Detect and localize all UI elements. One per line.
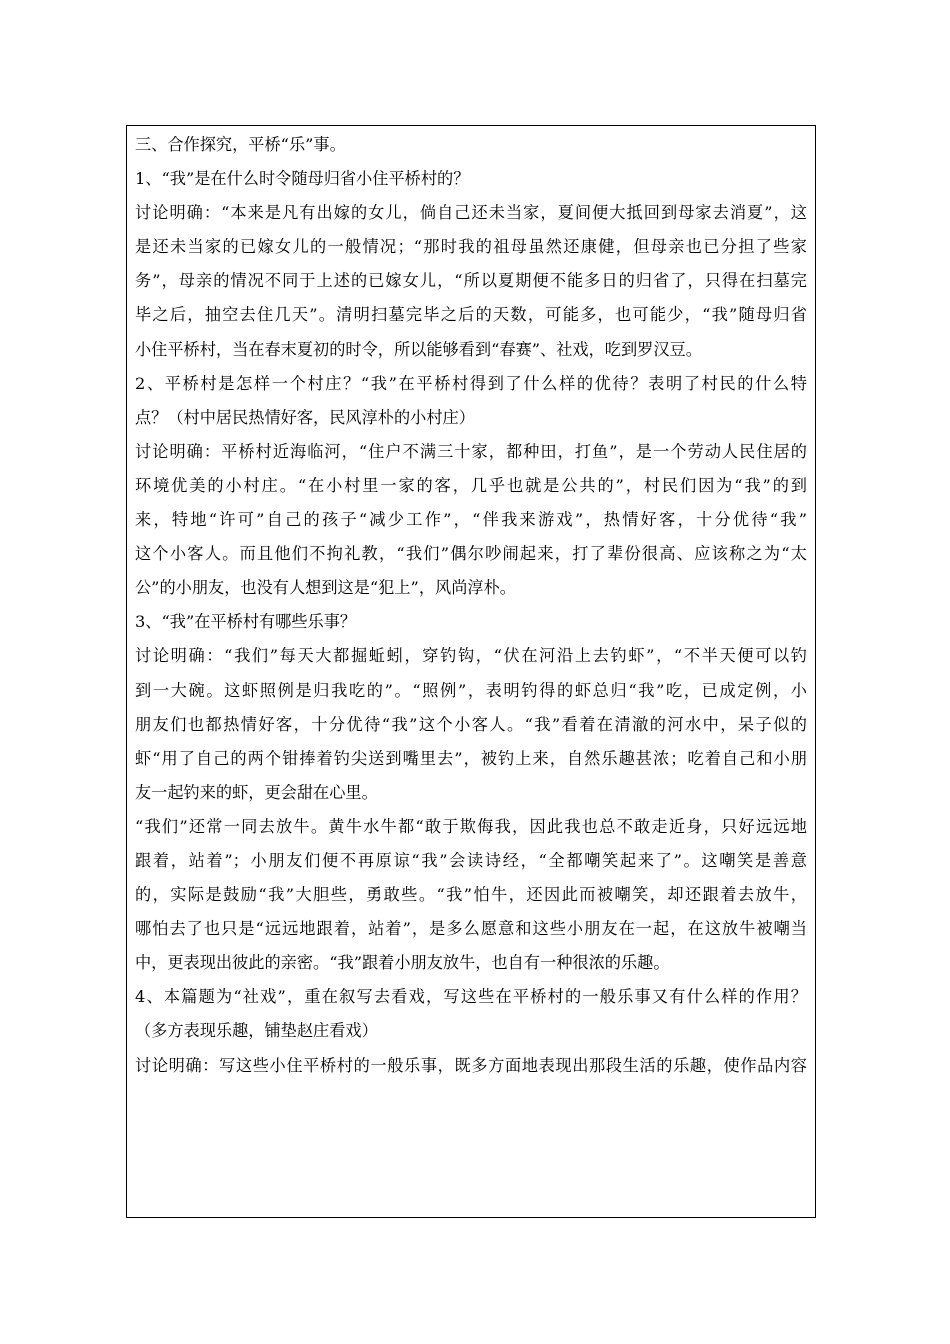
paragraph-line: 友一起钓来的虾，更会甜在心里。 [135,782,378,802]
section-heading: 三、合作探究，平桥“乐”事。 [135,135,346,154]
question-3: 3、“我”在平桥村有哪些乐事？ [135,612,357,632]
question-4: 4、本篇题为“社戏”，重在叙写去看戏，写这些在平桥村的一般乐事又有什么样的作用？ [135,987,807,1007]
document-text-box [126,125,816,1218]
paragraph-line: 环境优美的小村庄。“在小村里一家的客，几乎也就是公共的”，村民们因为“我”的到 [135,475,807,495]
question-2-answer: 点？（村中居民热情好客，民风淳朴的小村庄） [135,407,475,427]
question-4-answer: （多方表现乐趣，铺垫赵庄看戏） [135,1021,378,1041]
question-1: 1、“我”是在什么时令随母归省小住平桥村的？ [135,169,470,189]
paragraph-line: 朋友们也都热情好客，十分优待“我”这个小客人。“我”看着在清澈的河水中，呆子似的 [135,714,807,734]
paragraph-line: 讨论明确：“我们”每天大都掘蚯蚓，穿钓钩，“伏在河沿上去钓虾”，“不半天便可以钓 [135,646,807,666]
paragraph-line: “我们”还常一同去放牛。黄牛水牛都“敢于欺侮我，因此我也总不敢走近身，只好远远地 [135,816,807,836]
paragraph-line: 是还未当家的已嫁女儿的一般情况；“那时我的祖母虽然还康健，但母亲也已分担了些家 [135,237,807,257]
paragraph-line: 跟着，站着”；小朋友们便不再原谅“我”会读诗经，“全都嘲笑起来了”。这嘲笑是善意 [135,850,807,870]
paragraph-line: 的，实际是鼓励“我”大胆些，勇敢些。“我”怕牛，还因此而被嘲笑，却还跟着去放牛， [135,885,807,905]
paragraph-line: 小住平桥村，当在春末夏初的时令，所以能够看到“春赛”、社戏，吃到罗汉豆。 [135,339,702,359]
paragraph-line: 讨论明确：写这些小住平桥村的一般乐事，既多方面地表现出那段生活的乐趣，使作品内容 [135,1055,807,1075]
paragraph-line: 来，特地“许可”自己的孩子“减少工作”，“伴我来游戏”，热情好客，十分优待“我” [135,510,807,530]
paragraph-line: 虾“用了自己的两个钳捧着钓尖送到嘴里去”，被钓上来，自然乐趣甚浓；吃着自己和小朋 [135,748,807,768]
paragraph-line: 公”的小朋友，也没有人想到这是“犯上”，风尚淳朴。 [135,578,516,598]
paragraph-line: 毕之后，抽空去住几天”。清明扫墓完毕之后的天数，可能多，也可能少，“我”随母归省 [135,305,807,325]
question-2: 2、平桥村是怎样一个村庄？“我”在平桥村得到了什么样的优待？表明了村民的什么特 [135,373,807,393]
paragraph-line: 讨论明确：平桥村近海临河，“住户不满三十家，都种田，打鱼”，是一个劳动人民住居的 [135,441,807,461]
paragraph-line: 这个小客人。而且他们不拘礼教，“我们”偶尔吵闹起来，打了辈份很高、应该称之为“太 [135,544,807,564]
paragraph-line: 讨论明确：“本来是凡有出嫁的女儿，倘自己还未当家，夏间便大抵回到母家去消夏”，这 [135,203,807,223]
paragraph-line: 到一大碗。这虾照例是归我吃的”。“照例”，表明钓得的虾总归“我”吃，已成定例，小 [135,680,807,700]
paragraph-line: 哪怕去了也只是“远远地跟着，站着”，是多么愿意和这些小朋友在一起，在这放牛被嘲当 [135,919,807,939]
paragraph-line: 中，更表现出彼此的亲密。“我”跟着小朋友放牛，也自有一种很浓的乐趣。 [135,953,670,973]
paragraph-line: 务”，母亲的情况不同于上述的已嫁女儿，“所以夏期便不能多日的归省了，只得在扫墓完 [135,271,807,291]
